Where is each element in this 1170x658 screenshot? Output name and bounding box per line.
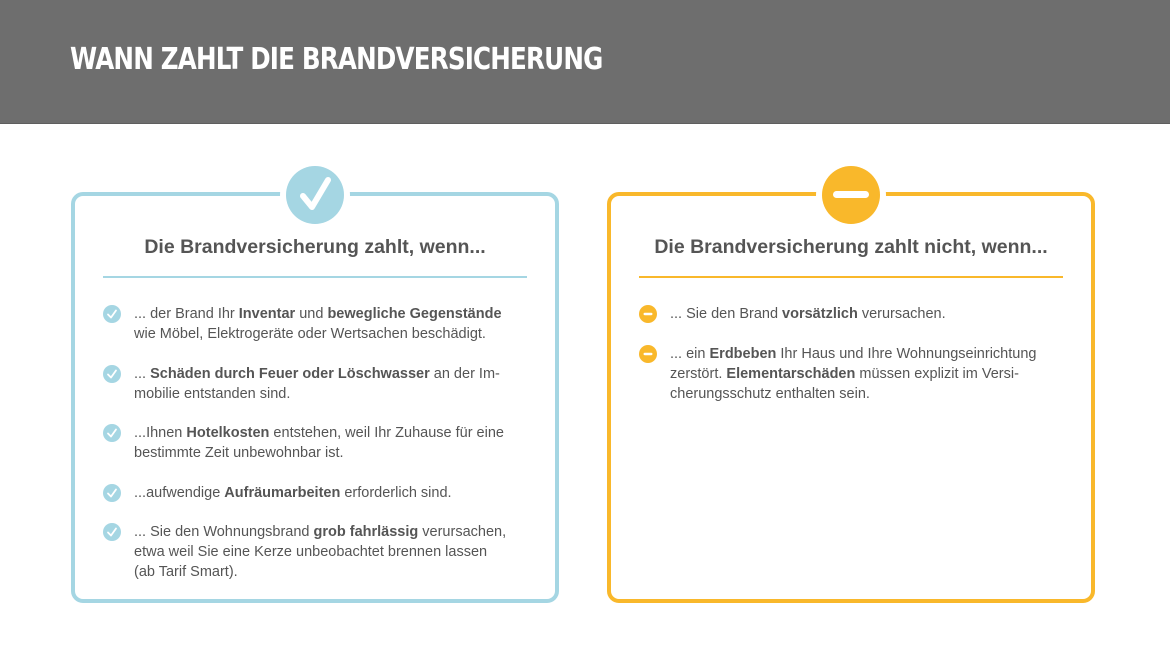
list-item-text: ...aufwendige Aufräumarbeiten erforderlich sind. bbox=[134, 484, 452, 501]
list-item bbox=[103, 364, 535, 404]
list-item bbox=[103, 304, 535, 344]
list-item-text: ...Ihnen Hotelkosten entstehen, weil Ihr Zuhause für eine bestimmte Zeit unbewohnbar ist. bbox=[134, 425, 504, 461]
list-item bbox=[103, 423, 535, 463]
minus-bullet-icon bbox=[639, 345, 657, 363]
list-item-text: ... der Brand Ihr Inventar und bewegliche Gegenstände wie Möbel, Elektrogeräte oder Wertsachen beschädigt. bbox=[134, 306, 502, 342]
header-bar bbox=[0, 0, 1170, 124]
negative-list bbox=[639, 304, 1071, 423]
list-item-text: ... Sie den Brand vorsätzlich verursachen. bbox=[670, 306, 946, 322]
list-item bbox=[103, 483, 535, 503]
check-bullet-icon bbox=[103, 523, 121, 541]
positive-card bbox=[71, 192, 559, 603]
positive-list bbox=[103, 304, 535, 602]
list-item-text: ... Schäden durch Feuer oder Löschwasser an der Im- mobilie entstanden sind. bbox=[134, 365, 500, 402]
check-icon bbox=[286, 166, 344, 224]
positive-card-divider bbox=[103, 276, 527, 278]
list-item bbox=[639, 344, 1071, 404]
list-item-text: ... Sie den Wohnungsbrand grob fahrlässig verursachen, etwa weil Sie eine Kerze unbeobachtet brennen lassen (ab Tarif Smart). bbox=[134, 524, 507, 580]
check-bullet-icon bbox=[103, 365, 121, 383]
list-item bbox=[103, 522, 535, 582]
check-bullet-icon bbox=[103, 305, 121, 323]
list-item bbox=[639, 304, 1071, 324]
minus-bullet-icon bbox=[639, 305, 657, 323]
check-bullet-icon bbox=[103, 484, 121, 502]
minus-icon bbox=[822, 166, 880, 224]
list-item-text: ... ein Erdbeben Ihr Haus und Ihre Wohnungseinrichtung zerstört. Elementarschäden müssen explizit im Versi- cherungsschutz enthalten sein. bbox=[670, 345, 1037, 402]
page-title: WANN ZAHLT DIE BRANDVERSICHERUNG bbox=[70, 42, 603, 77]
check-bullet-icon bbox=[103, 424, 121, 442]
negative-card-title: Die Brandversicherung zahlt nicht, wenn... bbox=[654, 236, 1048, 258]
positive-card-title: Die Brandversicherung zahlt, wenn... bbox=[144, 236, 486, 258]
negative-card-divider bbox=[639, 276, 1063, 278]
negative-card bbox=[607, 192, 1095, 603]
